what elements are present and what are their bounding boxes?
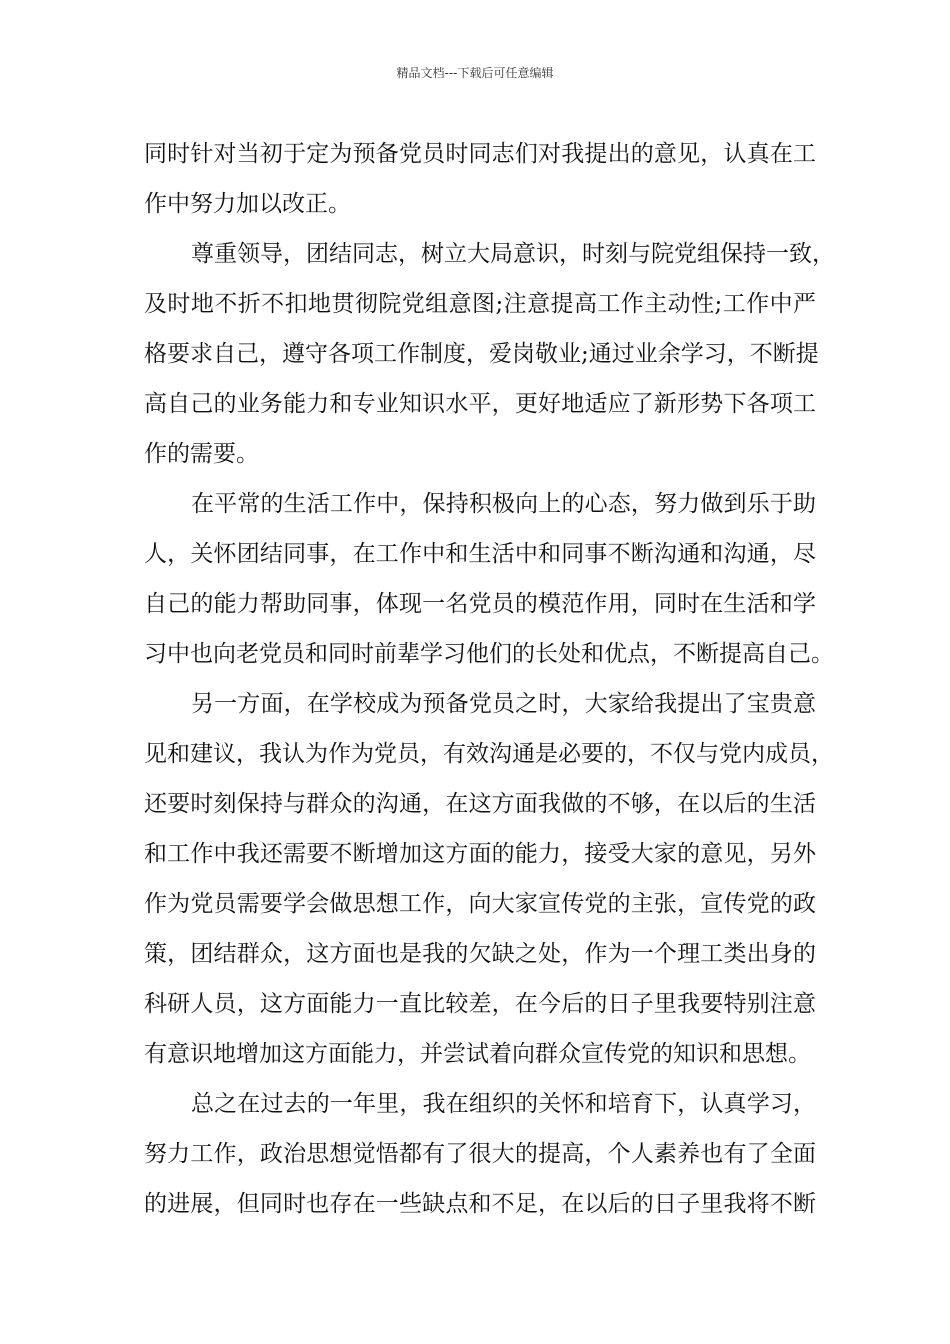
text-line: 作为党员需要学会做思想工作，向大家宣传党的主张，宣传党的政 [144, 891, 816, 917]
text-line: 及时地不折不扣地贯彻院党组意图;注意提高工作主动性;工作中严 [144, 291, 816, 317]
text-line: 努力工作，政治思想觉悟都有了很大的提高，个人素养也有了全面 [144, 1141, 816, 1167]
paragraph [144, 679, 834, 1079]
text-line: 见和建议，我认为作为党员，有效沟通是必要的，不仅与党内成员， [144, 741, 834, 767]
text-line: 尊重领导，团结同志，树立大局意识，时刻与院党组保持一致， [191, 241, 835, 267]
text-line: 在平常的生活工作中，保持积极向上的心态，努力做到乐于助 [191, 491, 816, 517]
text-line: 另一方面，在学校成为预备党员之时，大家给我提出了宝贵意 [191, 691, 816, 717]
text-line: 策，团结群众，这方面也是我的欠缺之处，作为一个理工类出身的 [144, 941, 816, 967]
text-line: 的进展，但同时也存在一些缺点和不足，在以后的日子里我将不断 [144, 1191, 816, 1217]
text-line: 人，关怀团结同事，在工作中和生活中和同事不断沟通和沟通，尽 [144, 541, 816, 567]
paragraph [144, 129, 816, 229]
text-line: 还要时刻保持与群众的沟通，在这方面我做的不够，在以后的生活 [144, 791, 816, 817]
text-line: 习中也向老党员和同时前辈学习他们的长处和优点，不断提高自己。 [144, 641, 834, 667]
text-line: 和工作中我还需要不断增加这方面的能力，接受大家的意见，另外 [144, 841, 816, 867]
text-line: 格要求自己，遵守各项工作制度，爱岗敬业;通过业余学习，不断提 [144, 341, 819, 367]
document-body [144, 129, 835, 1229]
paragraph [144, 479, 834, 679]
page-header: 精品文档---下载后可任意编辑 [396, 66, 554, 80]
text-line: 自己的能力帮助同事，体现一名党员的模范作用，同时在生活和学 [144, 591, 816, 617]
paragraph [144, 1079, 816, 1229]
text-line: 作中努力加以改正。 [144, 191, 351, 217]
paragraph [144, 229, 835, 479]
text-line: 总之在过去的一年里，我在组织的关怀和培育下，认真学习， [191, 1091, 816, 1117]
text-line: 高自己的业务能力和专业知识水平，更好地适应了新形势下各项工 [144, 391, 816, 417]
text-line: 有意识地增加这方面能力，并尝试着向群众宣传党的知识和思想。 [144, 1041, 811, 1067]
text-line: 同时针对当初于定为预备党员时同志们对我提出的意见，认真在工 [144, 141, 816, 167]
text-line: 科研人员，这方面能力一直比较差，在今后的日子里我要特别注意 [144, 991, 816, 1017]
text-line: 作的需要。 [144, 441, 259, 467]
